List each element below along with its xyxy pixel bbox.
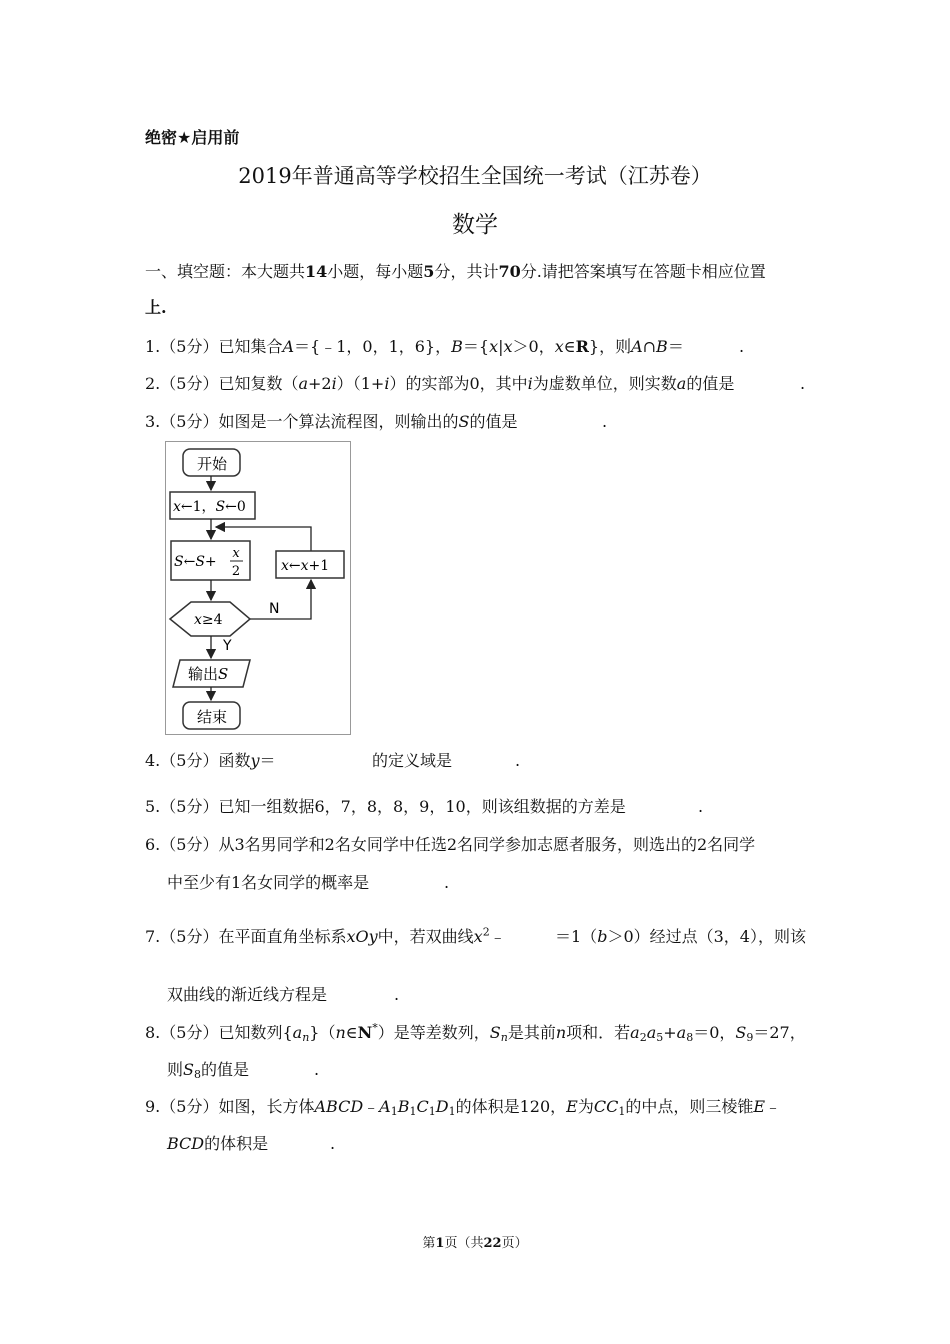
question-4 [145, 751, 276, 771]
secret-label: 绝密★启用前 [145, 128, 240, 147]
q7-var-b: b [597, 927, 608, 946]
q8-text: 已知数列{ [218, 1023, 293, 1042]
q2-text: 的值是 [686, 374, 735, 393]
flow-frac-den: 2 [231, 564, 241, 579]
q1-var-a: A [631, 337, 643, 356]
q9-sub: 1 [409, 1105, 417, 1118]
question-8 [145, 1023, 806, 1043]
q1-var-x: x [489, 337, 499, 356]
flow-update-label: S←S+ [174, 554, 217, 570]
q8-text: ＝0， [693, 1023, 736, 1042]
flow-yes-label: Y [223, 638, 232, 654]
q9-number: 9. [145, 1097, 161, 1116]
q9-line2 [167, 1134, 268, 1154]
footer-text: 第 [422, 1236, 436, 1251]
q9-var: E [753, 1097, 766, 1116]
page-footer [0, 1232, 950, 1251]
q2-var-i: i [527, 374, 533, 393]
q8-var-s: S [735, 1023, 747, 1042]
q7-var-xoy: xOy [346, 927, 378, 946]
section-intro-end: 上. [145, 298, 167, 317]
q8-text: ＝27， [753, 1023, 806, 1042]
q3-points: （5分） [160, 412, 219, 431]
q4-text: ＝ [259, 751, 276, 770]
q8-var-n: n [335, 1023, 346, 1042]
flow-increment-label: x←x+1 [281, 558, 330, 574]
q9-var: BCD [167, 1134, 205, 1153]
q2-points: （5分） [160, 374, 219, 393]
q4-points: （5分） [160, 751, 219, 770]
q9-text: 为 [577, 1097, 594, 1116]
q2-var-a: a [676, 374, 687, 393]
q8-var-s: S [183, 1060, 194, 1079]
q9-var: B [397, 1097, 410, 1116]
q1-var-b: B [451, 337, 463, 356]
q8-text: 是其前 [507, 1023, 556, 1042]
q9-dash: ﹣ [363, 1097, 380, 1116]
q3-text: 的值是 [469, 412, 518, 431]
q2-text: ）的实部为0，其中 [389, 374, 528, 393]
q8-sub: n [302, 1031, 310, 1044]
q4-var-y: y [250, 751, 260, 770]
flow-start-label: 开始 [196, 455, 228, 473]
q8-var-a: a [676, 1023, 687, 1042]
q1-var-b: B [656, 337, 668, 356]
question-1 [145, 337, 684, 357]
q8-text: 的值是 [200, 1060, 249, 1079]
q1-points: （5分） [160, 337, 219, 356]
q7-text: ＞0）经过点（3，4），则该 [607, 927, 806, 946]
question-5 [145, 797, 626, 817]
q8-points: （5分） [160, 1023, 219, 1042]
q8-answer-end: . [314, 1060, 320, 1079]
q4-number: 4. [145, 751, 161, 770]
q7-number: 7. [145, 927, 161, 946]
q4-text-domain: 的定义域是 [372, 751, 453, 770]
question-7-cont [555, 927, 806, 947]
intro-text-c: 分，共计 [434, 262, 499, 281]
q3-text: 如图是一个算法流程图，则输出的 [218, 412, 459, 431]
exam-title: 2019年普通高等学校招生全国统一考试（江苏卷） [238, 164, 712, 188]
footer-page-number: 1 [435, 1236, 445, 1251]
points-total: 70 [498, 262, 521, 281]
q8-var-a: a [292, 1023, 303, 1042]
q1-text: ＞0， [512, 337, 555, 356]
q3-var-s: S [458, 412, 470, 431]
q7-text: ＝1（ [555, 927, 598, 946]
q8-text: ∈ [345, 1023, 358, 1042]
q6-answer-end: . [444, 873, 450, 892]
q9-var: C [416, 1097, 429, 1116]
q8-sub: 8 [686, 1031, 694, 1044]
q7-points: （5分） [160, 927, 219, 946]
q1-text: ＝ [667, 337, 684, 356]
flow-output-label: 输出S [188, 665, 229, 683]
q1-set-a: ＝{﹣1，0，1，6}， [294, 337, 452, 356]
q7-text: 在平面直角坐标系 [218, 927, 347, 946]
q9-sub: 1 [390, 1105, 398, 1118]
flow-no-line [250, 580, 311, 619]
q1-bar: | [498, 337, 504, 356]
points-each: 5 [423, 262, 435, 281]
q8-natural-set: N [357, 1023, 373, 1042]
q1-var-x: x [503, 337, 513, 356]
question-count: 14 [305, 262, 328, 281]
q1-text: ∈ [563, 337, 576, 356]
q9-var: A [379, 1097, 391, 1116]
intro-text-a: 一、填空题：本大题共 [145, 262, 306, 281]
q6-text-line2: 中至少有1名女同学的概率是 [167, 873, 370, 892]
q8-sub: 2 [639, 1031, 647, 1044]
q8-star: * [372, 1021, 378, 1035]
q8-var-s: S [489, 1023, 501, 1042]
q5-text: 已知一组数据6，7，8，8，9，10，则该组数据的方差是 [218, 797, 626, 816]
section-intro [145, 262, 766, 282]
q8-text: 项和．若 [566, 1023, 631, 1042]
q8-sub: 8 [193, 1068, 201, 1081]
q6-points: （5分） [160, 835, 219, 854]
q8-line2 [167, 1060, 249, 1080]
flow-no-label: N [269, 601, 280, 617]
subject-title: 数学 [452, 212, 498, 238]
q8-number: 8. [145, 1023, 161, 1042]
q3-number: 3. [145, 412, 161, 431]
q3-answer-end: . [602, 412, 608, 431]
question-6 [145, 835, 755, 855]
q2-var-i: i [384, 374, 390, 393]
q1-answer-end: . [739, 337, 745, 356]
q9-sub: 1 [618, 1105, 626, 1118]
q9-text: 如图，长方体 [218, 1097, 315, 1116]
flow-init-label: x←1，S←0 [173, 499, 246, 515]
q8-sub: 9 [746, 1031, 754, 1044]
q9-points: （5分） [160, 1097, 219, 1116]
q4-answer-end: . [515, 751, 521, 770]
q7-answer-end: . [394, 985, 400, 1004]
q8-text: 则 [167, 1060, 184, 1079]
q7-minus: ﹣ [489, 927, 506, 946]
q2-var-i: i [331, 374, 337, 393]
q2-text: +2 [308, 374, 332, 393]
q1-var-x: x [554, 337, 564, 356]
q5-number: 5. [145, 797, 161, 816]
q1-var-a: A [282, 337, 295, 356]
q2-var-a: a [298, 374, 309, 393]
footer-text: 页） [501, 1236, 528, 1251]
q1-cap: ∩ [642, 337, 657, 356]
q9-var: ABCD [314, 1097, 364, 1116]
question-3 [145, 412, 517, 432]
flow-end-label: 结束 [196, 708, 228, 726]
q2-text: ）（1+ [336, 374, 385, 393]
q8-text: ）是等差数列， [377, 1023, 490, 1042]
q7-text: 中，若双曲线 [377, 927, 474, 946]
q1-text: 已知集合 [218, 337, 283, 356]
q2-text: 已知复数（ [218, 374, 299, 393]
algorithm-flowchart [165, 441, 351, 735]
q1-number: 1. [145, 337, 161, 356]
intro-text-b: 小题，每小题 [327, 262, 424, 281]
q9-var: CC [593, 1097, 619, 1116]
flow-decision-label: x≥4 [194, 612, 223, 628]
q8-plus: + [663, 1023, 677, 1042]
q6-number: 6. [145, 835, 161, 854]
intro-text-d: 分.请把答案填写在答题卡相应位置 [520, 262, 766, 281]
q9-text: 的体积是 [204, 1134, 269, 1153]
q9-sub: 1 [428, 1105, 436, 1118]
q9-answer-end: . [330, 1134, 336, 1153]
flow-frac-num: x [232, 546, 240, 561]
q5-answer-end: . [698, 797, 704, 816]
q9-text: 的体积是120， [455, 1097, 567, 1116]
q8-sub: 5 [656, 1031, 664, 1044]
q7-exponent: 2 [482, 925, 490, 939]
q7-var-x: x [473, 927, 483, 946]
q9-sub: 1 [448, 1105, 456, 1118]
q8-var-a: a [630, 1023, 640, 1042]
question-2 [145, 374, 734, 394]
q5-points: （5分） [160, 797, 219, 816]
question-9 [145, 1097, 781, 1117]
q6-text: 从3名男同学和2名女同学中任选2名同学参加志愿者服务，则选出的2名同学 [218, 835, 756, 854]
footer-total-pages: 22 [483, 1236, 502, 1251]
q2-number: 2. [145, 374, 161, 393]
question-7 [145, 927, 506, 947]
q8-text: }（ [309, 1023, 336, 1042]
q8-var-n: n [555, 1023, 567, 1042]
q8-var-a: a [646, 1023, 657, 1042]
q2-answer-end: . [800, 374, 806, 393]
q7-text-line2: 双曲线的渐近线方程是 [167, 985, 328, 1004]
q9-var: E [566, 1097, 578, 1116]
q1-real-set: R [575, 337, 589, 356]
q2-text: 为虚数单位，则实数 [532, 374, 677, 393]
q9-var: D [435, 1097, 449, 1116]
q8-sub: n [500, 1031, 508, 1044]
q9-dash: ﹣ [765, 1097, 782, 1116]
q9-text: 的中点，则三棱锥 [625, 1097, 754, 1116]
footer-text: 页（共 [444, 1236, 484, 1251]
q1-text: }，则 [588, 337, 632, 356]
q1-text: ＝{ [462, 337, 490, 356]
q4-text: 函数 [218, 751, 251, 770]
